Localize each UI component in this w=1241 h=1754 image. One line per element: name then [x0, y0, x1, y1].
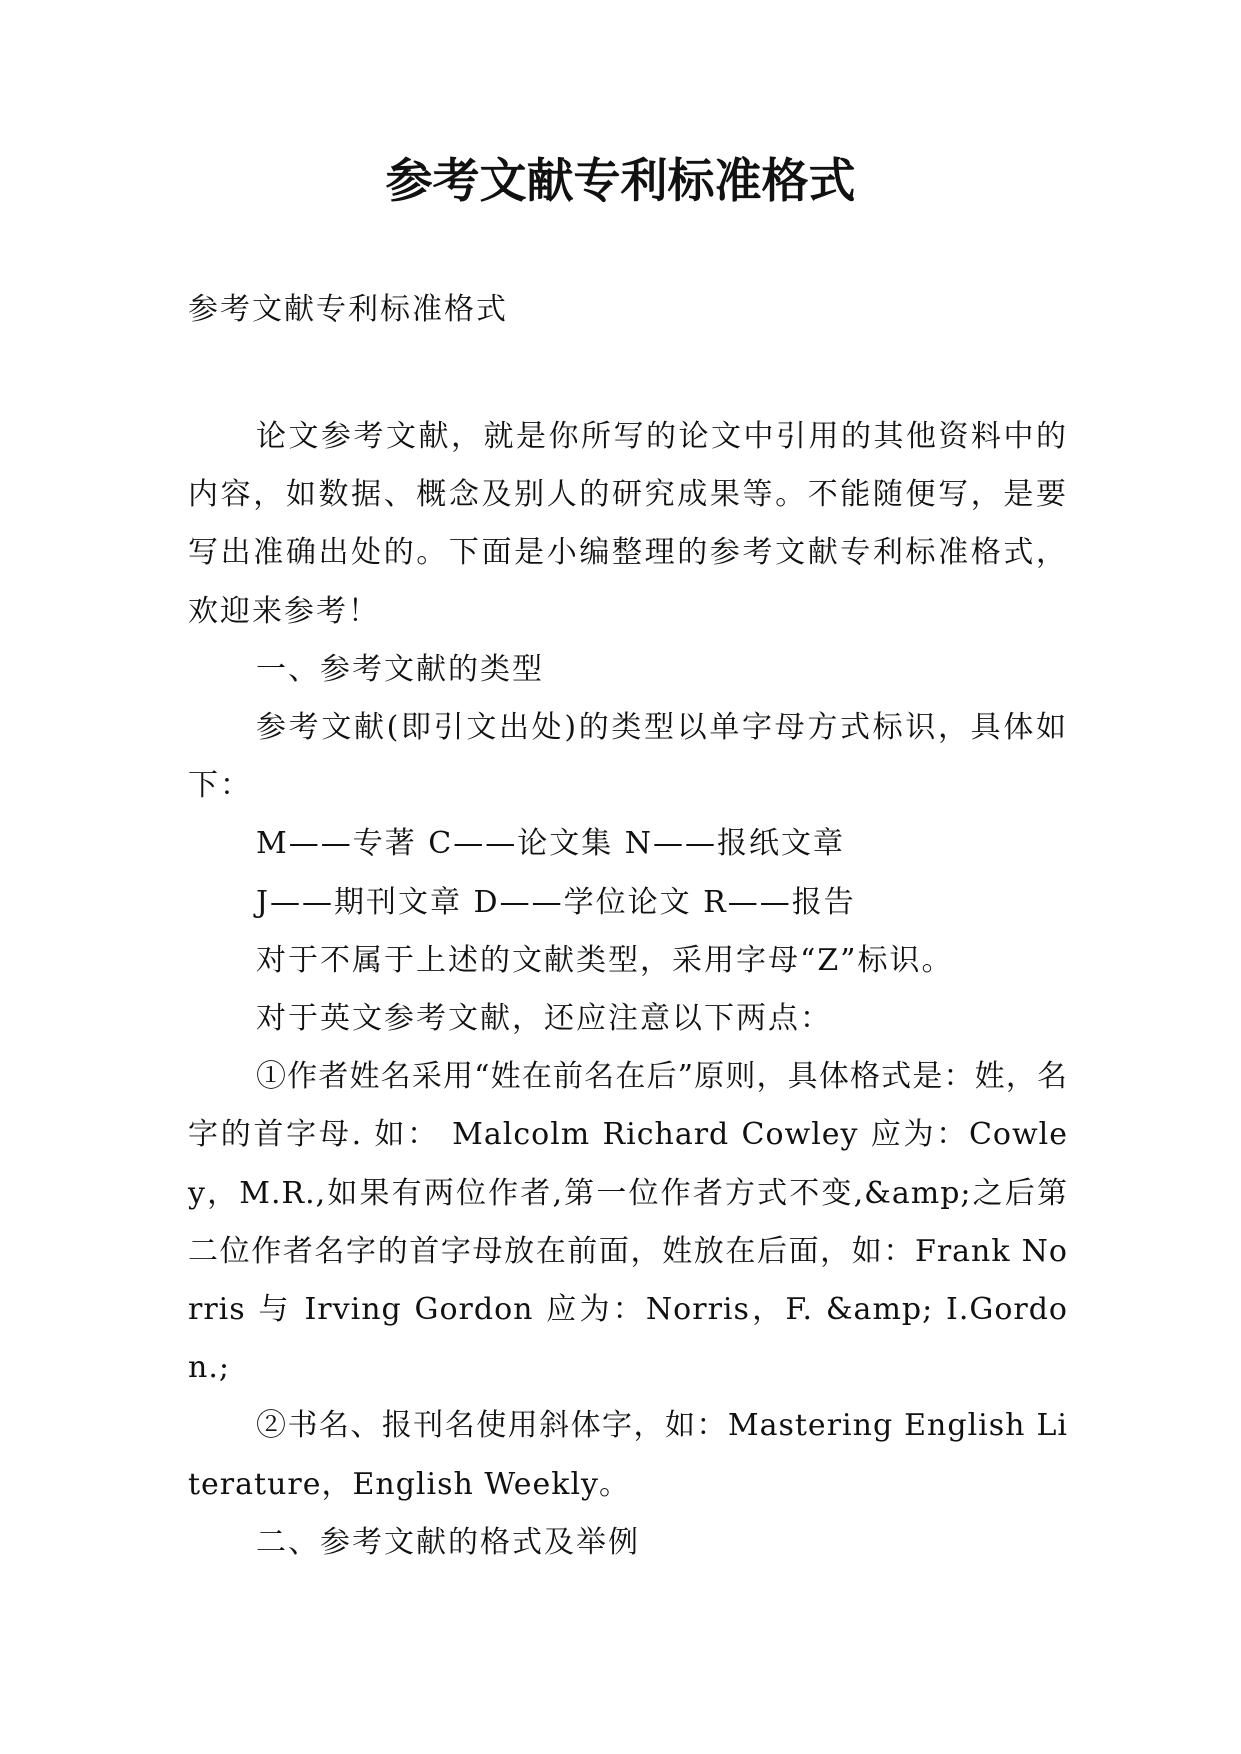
- type-list-line-1: M——专著 C——论文集 N——报纸文章: [256, 826, 845, 862]
- document-body: [188, 408, 1068, 1572]
- types-intro-paragraph: 参考文献(即引文出处)的类型以单字母方式标识，具体如下：: [188, 710, 1068, 804]
- section-heading-formats: 二、参考文献的格式及举例: [256, 1524, 640, 1560]
- other-type-paragraph: 对于不属于上述的文献类型，采用字母“Z”标识。: [256, 942, 954, 978]
- document-subtitle: 参考文献专利标准格式: [188, 292, 508, 327]
- section-heading-types: 一、参考文献的类型: [256, 651, 544, 687]
- italic-title-rule-paragraph: ②书名、报刊名使用斜体字，如：Mastering English Literature，English Weekly。: [188, 1408, 1068, 1502]
- english-refs-paragraph: 对于英文参考文献，还应注意以下两点：: [256, 1001, 832, 1037]
- author-name-rule-paragraph: ①作者姓名采用“姓在前名在后”原则，具体格式是：姓，名字的首字母. 如： Malcolm Richard Cowley 应为：Cowley，M.R.,如果有两位作者,第一位作者方式不变,&amp;之后第二位作者名字的首字母放在前面，姓放在后面，如：Frank Norris 与 Irving Gordon 应为：Norris，F. &amp; I.Gordon.;: [188, 1059, 1068, 1386]
- intro-paragraph: 论文参考文献，就是你所写的论文中引用的其他资料中的内容，如数据、概念及别人的研究成果等。不能随便写，是要写出准确出处的。下面是小编整理的参考文献专利标准格式，欢迎来参考！: [188, 419, 1068, 629]
- document-title: 参考文献专利标准格式: [385, 154, 856, 209]
- type-list-line-2: J——期刊文章 D——学位论文 R——报告: [256, 884, 856, 920]
